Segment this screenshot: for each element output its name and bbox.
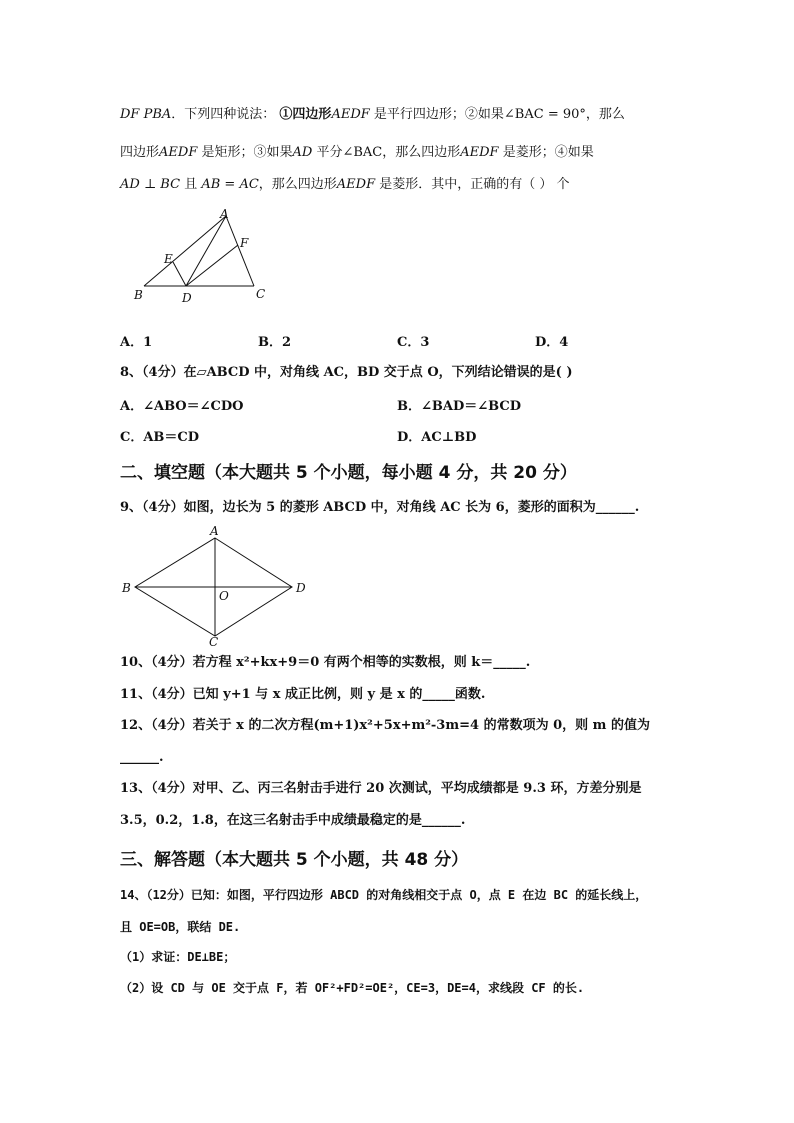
q7-option-c[interactable]: C．3 — [397, 335, 430, 350]
q8-option-d[interactable]: D．AC⊥BD — [397, 430, 477, 445]
section-2-heading: 二、填空题（本大题共 5 个小题，每小题 4 分，共 20 分） — [120, 463, 577, 483]
q7-text: 是菱形；④如果 — [502, 145, 594, 160]
q7-label-d: D — [182, 291, 192, 305]
q7-line-2 — [120, 144, 594, 162]
q7-text: 是平行四边形；②如果∠BAC = 90°，那么 — [373, 107, 625, 122]
q14-stem-line-1: 14、（12分）已知：如图，平行四边形 ABCD 的对角线相交于点 O，点 E 在边 BC 的延长线上， — [120, 888, 648, 902]
q7-text: 平分∠BAC，那么四边形 — [316, 145, 461, 160]
q7-option-d[interactable]: D．4 — [535, 335, 569, 350]
q7-option-b[interactable]: B．2 — [258, 335, 292, 350]
q8-option-a[interactable]: A．∠ABO＝∠CDO — [120, 399, 244, 414]
q8-option-c[interactable]: C．AB＝CD — [120, 430, 200, 445]
q8-stem: 8、（4分）在▱ABCD 中，对角线 AC，BD 交于点 O，下列结论错误的是( ) — [120, 365, 573, 380]
q9-label-o: O — [219, 589, 229, 603]
q7-text: 四边形 — [120, 145, 160, 160]
q7-label-c: C — [256, 287, 266, 301]
q12-stem-line-2: ______. — [120, 750, 164, 765]
q7-text: ，那么四边形 — [258, 177, 337, 192]
q8-option-b[interactable]: B．∠BAD＝∠BCD — [397, 399, 521, 414]
q13-stem-line-1: 13、（4分）对甲、乙、丙三名射击手进行 20 次测试，平均成绩都是 9.3 环，方差分别是 — [120, 781, 642, 796]
q7-expr-ad-perp-bc: AD ⊥ BC — [120, 177, 181, 192]
q7-line-1 — [120, 106, 625, 124]
q7-quad-aedf: AEDF — [331, 107, 370, 122]
q9-label-c: C — [209, 635, 219, 649]
q7-line-3 — [120, 176, 570, 194]
q9-rhombus-figure — [118, 522, 318, 650]
q14-part-2: （2）设 CD 与 OE 交于点 F，若 OF²+FD²=OE²，CE=3，DE=4，求线段 CF 的长. — [120, 981, 585, 995]
q7-option-a[interactable]: A．1 — [120, 335, 153, 350]
q11-stem: 11、（4分）已知 y+1 与 x 成正比例，则 y 是 x 的_____函数. — [120, 687, 486, 702]
q7-text: 是矩形；③如果 — [201, 145, 293, 160]
q9-label-a: A — [210, 524, 219, 538]
q10-stem: 10、（4分）若方程 x²+kx+9＝0 有两个相等的实数根，则 k＝_____. — [120, 655, 531, 670]
q14-stem-line-2: 且 OE=OB，联结 DE. — [120, 920, 241, 934]
q7-text: 且 — [184, 177, 198, 192]
q7-expr-df-pba: DF PBA — [120, 107, 172, 122]
q13-stem-line-2: 3.5，0.2，1.8，在这三名射击手中成绩最稳定的是______. — [120, 813, 466, 828]
q9-label-d: D — [296, 581, 306, 595]
q7-label-a: A — [220, 207, 229, 221]
q14-part-1: （1）求证：DE⊥BE； — [120, 950, 236, 964]
q7-text: 是菱形．其中，正确的有（ ） 个 — [379, 177, 570, 192]
q7-label-f: F — [240, 236, 249, 250]
q7-segment-ad: AD — [292, 145, 313, 160]
q9-label-b: B — [122, 581, 131, 595]
q7-quad-aedf: AEDF — [460, 145, 499, 160]
q7-quad-aedf: AEDF — [159, 145, 198, 160]
q7-label-e: E — [164, 252, 173, 266]
q7-expr-ab-eq-ac: AB = AC — [201, 177, 259, 192]
q12-stem-line-1: 12、（4分）若关于 x 的二次方程(m+1)x²+5x+m²-3m=4 的常数项为 0，则 m 的值为 — [120, 718, 650, 733]
q7-label-b: B — [134, 288, 143, 302]
q7-quad-aedf: AEDF — [336, 177, 376, 192]
q7-text: ．下列四种说法： — [171, 107, 276, 122]
q7-statement-1: ①四边形 — [279, 107, 332, 122]
section-3-heading: 三、解答题（本大题共 5 个小题，共 48 分） — [120, 850, 469, 870]
q9-stem: 9、（4分）如图，边长为 5 的菱形 ABCD 中，对角线 AC 长为 6，菱形的面积为______. — [120, 500, 640, 515]
q7-triangle-figure — [128, 206, 278, 306]
